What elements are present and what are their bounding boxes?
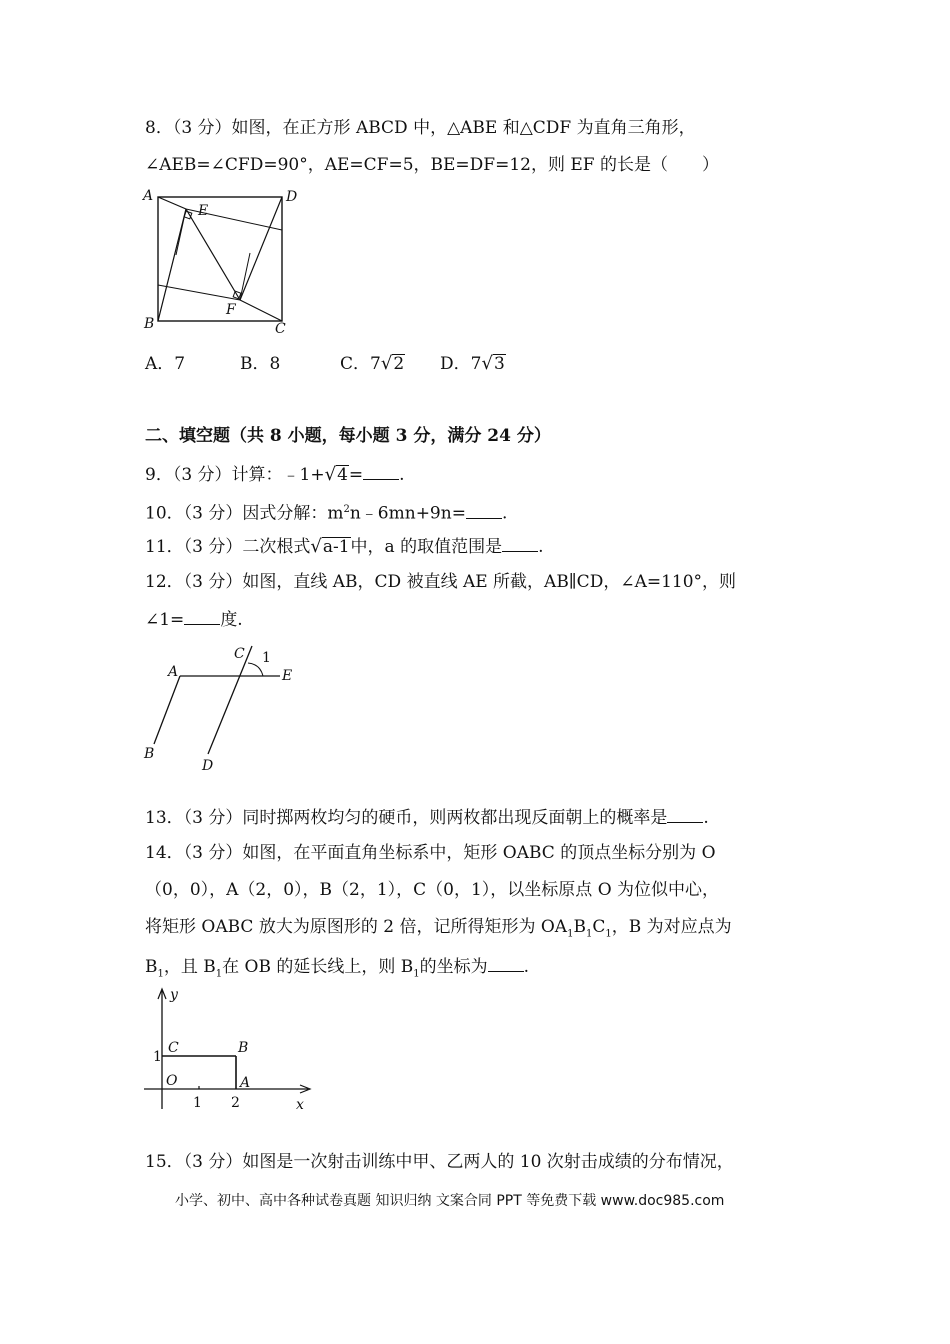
label-B: B	[144, 746, 155, 762]
q8-option-c: C．7√2	[340, 353, 405, 374]
q13-pre: 13．（3 分）同时掷两枚均匀的硬币，则两枚都出现反面朝上的概率是	[145, 808, 668, 828]
label-2: 2	[231, 1095, 240, 1111]
q8-option-a: A．7	[145, 354, 186, 374]
q11-end: .	[538, 537, 544, 557]
label-C: C	[234, 646, 245, 662]
label-B: B	[144, 316, 155, 332]
q8-option-d: D．7√3	[440, 353, 505, 374]
q11-line: 11．（3 分）二次根式√a-1中，a 的取值范围是 .	[145, 536, 544, 557]
label-E: E	[282, 668, 293, 684]
label-E: E	[198, 203, 209, 219]
q14-line4-end: .	[523, 957, 530, 977]
label-1: 1	[153, 1049, 162, 1065]
q14-line4-a: B	[145, 957, 158, 977]
q10-mid: n﹣6mn+9n=	[349, 503, 466, 524]
q13-end: .	[703, 808, 709, 828]
q14-sub: 1	[605, 928, 612, 940]
q8-option-c-label: C．7	[340, 354, 381, 374]
q14-sub: 1	[585, 928, 593, 940]
label-B: B	[238, 1040, 249, 1056]
section-title: 二、填空题（共 8 小题，每小题 3 分，满分 24 分）	[145, 426, 551, 446]
q9-blank[interactable]	[363, 462, 399, 480]
q13-line	[145, 805, 709, 830]
q14-line3-pre: 将矩形 OABC 放大为原图形的 2 倍，记所得矩形为 OA	[145, 917, 568, 937]
label-D: D	[286, 189, 298, 205]
q14-line4-c: 在 OB 的延长线上，则 B	[222, 957, 414, 977]
q10-line	[145, 498, 507, 526]
label-F: F	[226, 302, 236, 318]
label-A: A	[240, 1075, 251, 1091]
q9-line: 9．（3 分）计算：﹣1+√4= .	[145, 464, 405, 485]
q14-line4-b: ，且 B	[163, 957, 216, 977]
q9-radicand: 4	[337, 465, 348, 485]
q14-line3-c: C	[592, 917, 606, 937]
q14-sub: 1	[413, 968, 420, 980]
label-D: D	[202, 758, 214, 774]
label-A: A	[168, 664, 179, 680]
q14-line3-post: ，B 为对应点为	[611, 917, 732, 937]
label-A: A	[143, 188, 154, 204]
q8-square-figure	[140, 185, 310, 335]
q12-line2-pre: ∠1=	[145, 610, 185, 630]
q14-line3-b: B	[573, 917, 586, 937]
label-x: x	[296, 1097, 304, 1113]
q14-line4	[145, 954, 529, 986]
q15-line1: 15．（3 分）如图是一次射击训练中甲、乙两人的 10 次射击成绩的分布情况，	[145, 1152, 734, 1172]
q14-coordinate-figure	[140, 985, 320, 1115]
q11-blank[interactable]	[502, 534, 538, 552]
q11-post: 中，a 的取值范围是	[350, 537, 503, 557]
q10-sup: 2	[343, 504, 350, 515]
q9-end: .	[399, 465, 405, 485]
q10-pre: 10．（3 分）因式分解：m	[145, 503, 344, 524]
label-O: O	[166, 1073, 178, 1089]
q12-line1: 12．（3 分）如图，直线 AB，CD 被直线 AE 所截，AB∥CD，∠A=110°，则	[145, 572, 737, 592]
q14-line2: （0，0），A（2，0），B（2，1），C（0，1），以坐标原点 O 为位似中心，	[145, 880, 720, 900]
q8-option-c-radicand: 2	[393, 354, 405, 374]
q12-line2	[145, 607, 243, 632]
footer-text: 小学、初中、高中各种试卷真题 知识归纳 文案合同 PPT 等免费下载 www.doc985.com	[175, 1193, 725, 1209]
q9-pre: 9．（3 分）计算：﹣1+	[145, 465, 325, 485]
q12-parallel-figure	[140, 640, 310, 780]
q8-option-b: B．8	[240, 354, 281, 374]
label-1: 1	[193, 1095, 202, 1111]
q14-sub: 1	[567, 928, 574, 940]
q8-option-d-label: D．7	[440, 354, 482, 374]
q11-pre: 11．（3 分）二次根式	[145, 537, 311, 557]
q14-line1: 14．（3 分）如图，在平面直角坐标系中，矩形 OABC 的顶点坐标分别为 O	[145, 843, 716, 863]
label-C: C	[275, 321, 286, 335]
q12-line2-post: 度.	[220, 610, 243, 630]
q8-line1: 8．（3 分）如图，在正方形 ABCD 中，△ABE 和△CDF 为直角三角形，	[145, 118, 696, 138]
q9-post: =	[348, 465, 364, 485]
q14-sub: 1	[157, 968, 164, 980]
q12-blank[interactable]	[184, 607, 220, 625]
q14-line4-d: 的坐标为	[419, 957, 488, 977]
q10-end: .	[501, 503, 508, 524]
q14-blank[interactable]	[488, 954, 524, 972]
q11-radicand: a-1	[322, 537, 350, 557]
q8-option-d-radicand: 3	[493, 354, 505, 374]
q14-sub: 1	[215, 968, 223, 980]
q8-line2: ∠AEB=∠CFD=90°，AE=CF=5，BE=DF=12，则 EF 的长是（ ）	[145, 155, 719, 175]
label-C: C	[168, 1040, 179, 1056]
label-y: y	[170, 987, 178, 1003]
q13-blank[interactable]	[667, 805, 703, 823]
q14-line3	[145, 915, 732, 946]
label-1: 1	[262, 650, 271, 666]
q10-blank[interactable]	[466, 501, 502, 519]
